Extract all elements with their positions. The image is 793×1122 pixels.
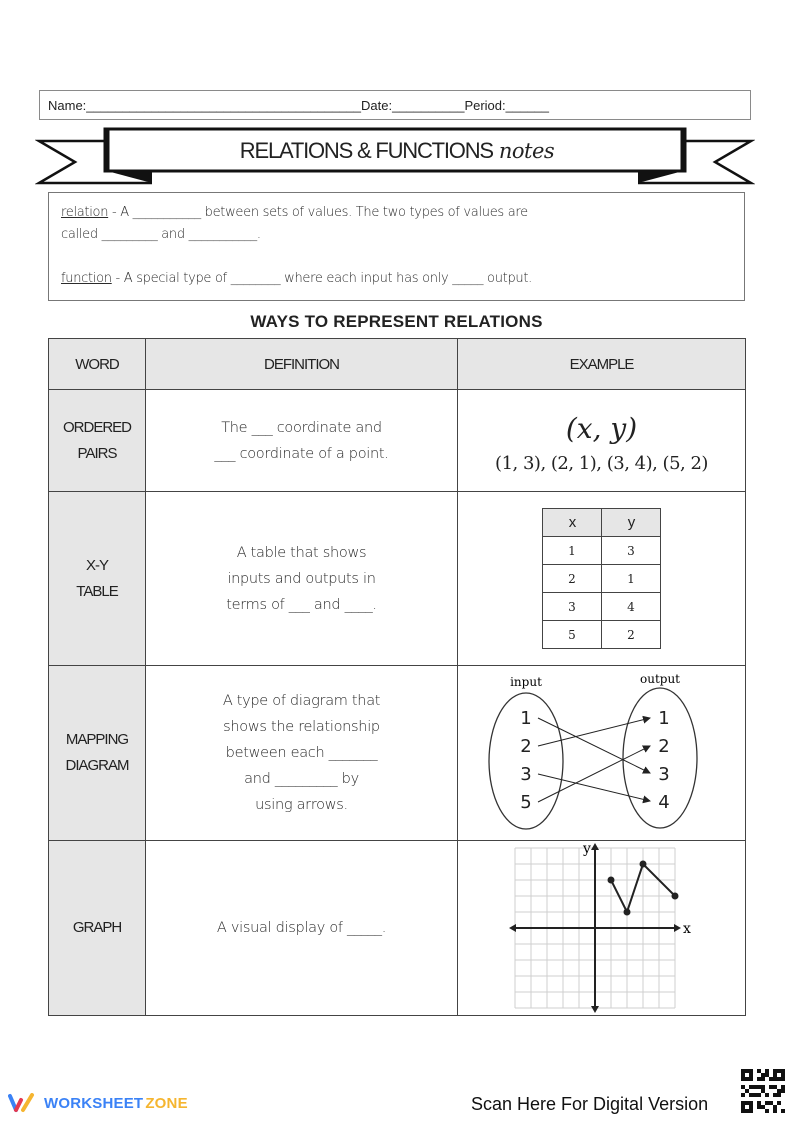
function-term: function [61, 271, 112, 286]
xy-cell: 3 [543, 593, 602, 621]
date-blank[interactable]: __________ [392, 97, 465, 113]
input-value: 2 [519, 736, 532, 757]
definition-cell [146, 841, 458, 1016]
output-value: 1 [657, 708, 670, 729]
definition-line: A table that shows [236, 544, 367, 561]
relation-text-2: called _________ and ___________. [61, 227, 261, 242]
qr-code-icon[interactable] [741, 1069, 785, 1113]
brand-name-part1: WORKSHEET [44, 1094, 144, 1112]
word-cell [49, 492, 146, 666]
representations-table [48, 338, 746, 1016]
name-blank[interactable]: ______________________________________ [86, 97, 362, 113]
mapping-diagram-icon [482, 668, 722, 838]
worksheet-zone-logo-icon [8, 1093, 38, 1113]
student-info-bar [39, 90, 751, 120]
definition-line[interactable]: ___ coordinate of a point. [214, 445, 389, 462]
xy-row [543, 537, 661, 565]
name-label: Name: [48, 97, 87, 113]
input-value: 3 [519, 764, 532, 785]
date-label: Date: [361, 97, 393, 113]
xy-cell: 2 [543, 565, 602, 593]
table-row [49, 841, 746, 1016]
xy-header-x: x [543, 509, 602, 537]
brand-name-part2: ZONE [145, 1094, 188, 1112]
header-word: WORD [49, 339, 146, 390]
word-line: ORDERED [62, 418, 131, 436]
x-axis-label: x [682, 921, 691, 937]
relation-definition [61, 202, 732, 224]
xy-cell: 1 [602, 565, 661, 593]
table-row [49, 666, 746, 841]
definition-line[interactable]: terms of ___ and ____. [226, 596, 377, 613]
y-axis-label: y [582, 843, 591, 857]
page-title-main: RELATIONS & FUNCTIONS [239, 138, 493, 163]
input-label: input [509, 675, 542, 689]
xy-header-y: y [602, 509, 661, 537]
output-value: 4 [657, 792, 670, 813]
xy-example-table [542, 508, 661, 649]
period-blank[interactable]: ______ [505, 97, 550, 113]
xy-row [543, 621, 661, 649]
xy-cell: 1 [543, 537, 602, 565]
header-definition: DEFINITION [146, 339, 458, 390]
definition-line: A type of diagram that [222, 693, 381, 709]
definition-cell [146, 492, 458, 666]
example-cell [458, 666, 746, 841]
xy-cell: 4 [602, 593, 661, 621]
ordered-pair-notation: (x, y) [565, 411, 638, 445]
coordinate-graph-icon [507, 843, 697, 1013]
xy-row [543, 593, 661, 621]
word-cell [49, 390, 146, 492]
output-value: 2 [657, 736, 670, 757]
table-row [49, 390, 746, 492]
output-value: 3 [657, 764, 670, 785]
word-line: X-Y [85, 556, 108, 574]
table-header-row [49, 339, 746, 390]
definition-line[interactable]: and _________ by [244, 771, 359, 787]
word-line: GRAPH [72, 919, 122, 936]
definition-line: using arrows. [255, 797, 348, 813]
relation-term: relation [61, 205, 109, 220]
definition-line[interactable]: A visual display of _____. [216, 920, 387, 936]
ordered-pairs-list: (1, 3), (2, 1), (3, 4), (5, 2) [495, 452, 708, 474]
output-label: output [639, 672, 680, 686]
xy-row [543, 565, 661, 593]
input-value: 1 [519, 708, 532, 729]
definition-line: inputs and outputs in [227, 570, 376, 587]
definition-line: shows the relationship [223, 719, 380, 735]
word-line: TABLE [76, 582, 118, 600]
worksheet-zone-logo[interactable] [8, 1093, 188, 1113]
definition-line[interactable]: The ___ coordinate and [221, 419, 382, 436]
definitions-box [48, 192, 745, 301]
header-example: EXAMPLE [458, 339, 746, 390]
definition-cell [146, 666, 458, 841]
example-cell [458, 390, 746, 492]
word-line: PAIRS [77, 444, 117, 462]
example-cell [458, 492, 746, 666]
function-definition [61, 268, 732, 290]
word-cell [49, 666, 146, 841]
word-cell [49, 841, 146, 1016]
section-title: WAYS TO REPRESENT RELATIONS [250, 312, 543, 331]
function-text: - A special type of ________ where each input has only _____ output. [111, 271, 532, 286]
mapping-arrows [538, 718, 650, 802]
xy-cell: 2 [602, 621, 661, 649]
table-row [49, 492, 746, 666]
word-line: MAPPING [65, 731, 129, 748]
word-line: DIAGRAM [65, 757, 129, 774]
definition-cell [146, 390, 458, 492]
scan-instruction: Scan Here For Digital Version [471, 1094, 709, 1114]
page-title [106, 129, 688, 173]
example-cell [458, 841, 746, 1016]
input-value: 5 [519, 792, 532, 813]
page-title-script: notes [498, 139, 555, 163]
period-label: Period: [464, 97, 506, 113]
relation-text-1: - A ___________ between sets of values. The two types of values are [108, 205, 528, 220]
xy-cell: 3 [602, 537, 661, 565]
definition-line[interactable]: between each _______ [225, 745, 378, 761]
xy-cell: 5 [543, 621, 602, 649]
